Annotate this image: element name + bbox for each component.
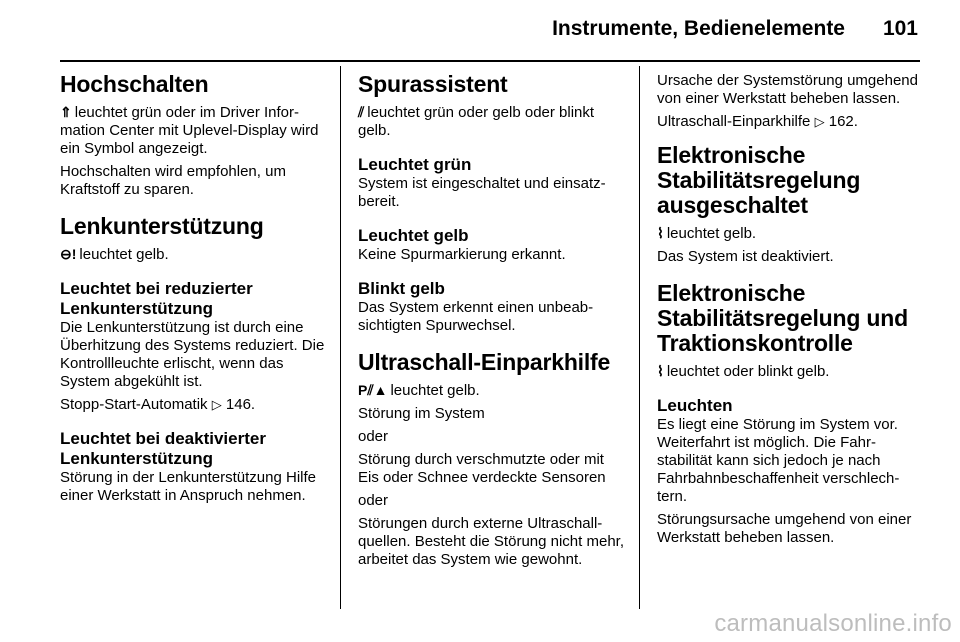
subsection-title: Leuchten <box>657 396 733 415</box>
subsection-title: Leuchtet grün <box>358 155 472 174</box>
subsection-title: Leuchtet bei deaktivierter Lenkunterstützung <box>60 429 266 468</box>
column-divider-left <box>340 66 341 609</box>
park-assist-icon: P⫽▲ <box>358 382 388 398</box>
paragraph: leuchtet gelb. <box>390 382 480 399</box>
lane-assist-icon: ⫽ <box>358 104 365 120</box>
paragraph: Ursache der Systemstörung umgehend von einer Werkstatt beheben lassen. <box>657 72 918 107</box>
paragraph: Die Lenkunterstützung ist durch eine Überhitzung des Systems reduziert. Die Kontrollleuchte erlischt, wenn das System abgekühlt ist. <box>60 319 325 390</box>
page-ref-icon: ▷ <box>814 114 825 129</box>
power-steering-icon: ⊖! <box>60 246 77 262</box>
paragraph: Das System erkennt einen unbeabsichtigten Spurwechsel. <box>358 299 594 334</box>
paragraph: leuchtet oder blinkt gelb. <box>666 363 830 380</box>
paragraph: Keine Spurmarkierung erkannt. <box>358 246 566 263</box>
column-3 <box>657 72 923 562</box>
page-ref-icon: ▷ <box>211 397 222 412</box>
paragraph: Ultraschall-Einparkhilfe <box>657 113 811 130</box>
paragraph: Hochschalten wird empfohlen, um Kraftstoff zu sparen. <box>60 163 286 198</box>
subsection-title: Leuchtet gelb <box>358 226 469 245</box>
esp-off-icon: ⌇ <box>657 225 664 241</box>
paragraph: oder <box>358 428 389 445</box>
upshift-icon: ⇑ <box>60 104 72 120</box>
paragraph: leuchtet grün oder im Driver Information Center mit Uplevel-Display wird ein Symbol angezeigt. <box>60 104 319 157</box>
section-title-lenkunterstuetzung: Lenkunterstützung <box>60 213 264 239</box>
page-ref-link[interactable]: 146. <box>225 396 256 413</box>
paragraph: oder <box>358 492 389 509</box>
section-title-ultraschall: Ultraschall-Einparkhilfe <box>358 349 611 375</box>
paragraph: Es liegt eine Störung im System vor. Weiterfahrt ist möglich. Die Fahrstabilität kann sich jedoch je nach Fahrbahnbeschaffenheit verschlechtern. <box>657 416 900 505</box>
column-1 <box>60 72 330 520</box>
section-title-esp-aus: Elektronische Stabilitätsregelung ausgeschaltet <box>657 142 861 218</box>
paragraph: leuchtet gelb. <box>79 246 169 263</box>
subsection-title: Leuchtet bei reduzierter Lenkunterstützung <box>60 279 253 318</box>
paragraph: Störungsursache umgehend von einer Werkstatt beheben lassen. <box>657 511 912 546</box>
watermark: carmanualsonline.info <box>714 610 952 637</box>
page-ref-link[interactable]: 162. <box>828 113 858 130</box>
subsection-title: Blinkt gelb <box>358 279 445 298</box>
section-title-hochschalten: Hochschalten <box>60 71 209 97</box>
esp-icon: ⌇ <box>657 363 664 379</box>
section-title-spurassistent: Spurassistent <box>358 71 508 97</box>
paragraph: Störung im System <box>358 405 485 422</box>
header-rule <box>60 60 920 62</box>
paragraph: leuchtet grün oder gelb oder blinkt gelb. <box>358 104 595 139</box>
paragraph: Stopp-Start-Automatik <box>60 396 208 413</box>
paragraph: System ist eingeschaltet und einsatzbereit. <box>358 175 606 210</box>
column-divider-right <box>639 66 640 609</box>
page-header <box>0 0 960 60</box>
paragraph: Störungen durch externe Ultraschallquellen. Besteht die Störung nicht mehr, arbeitet das System wie gewohnt. <box>358 515 625 568</box>
paragraph: leuchtet gelb. <box>666 225 757 242</box>
page-number: 101 <box>882 17 918 40</box>
paragraph: Störung durch verschmutzte oder mit Eis oder Schnee verdeckte Sensoren <box>358 451 606 486</box>
column-2 <box>358 72 626 584</box>
header-title: Instrumente, Bedienelemente <box>552 17 845 40</box>
paragraph: Das System ist deaktiviert. <box>657 248 834 265</box>
paragraph: Störung in der Lenkunterstützung Hilfe einer Werkstatt in Anspruch nehmen. <box>60 469 316 504</box>
section-title-esp-traktion: Elektronische Stabilitätsregelung und Traktionskontrolle <box>657 280 908 356</box>
